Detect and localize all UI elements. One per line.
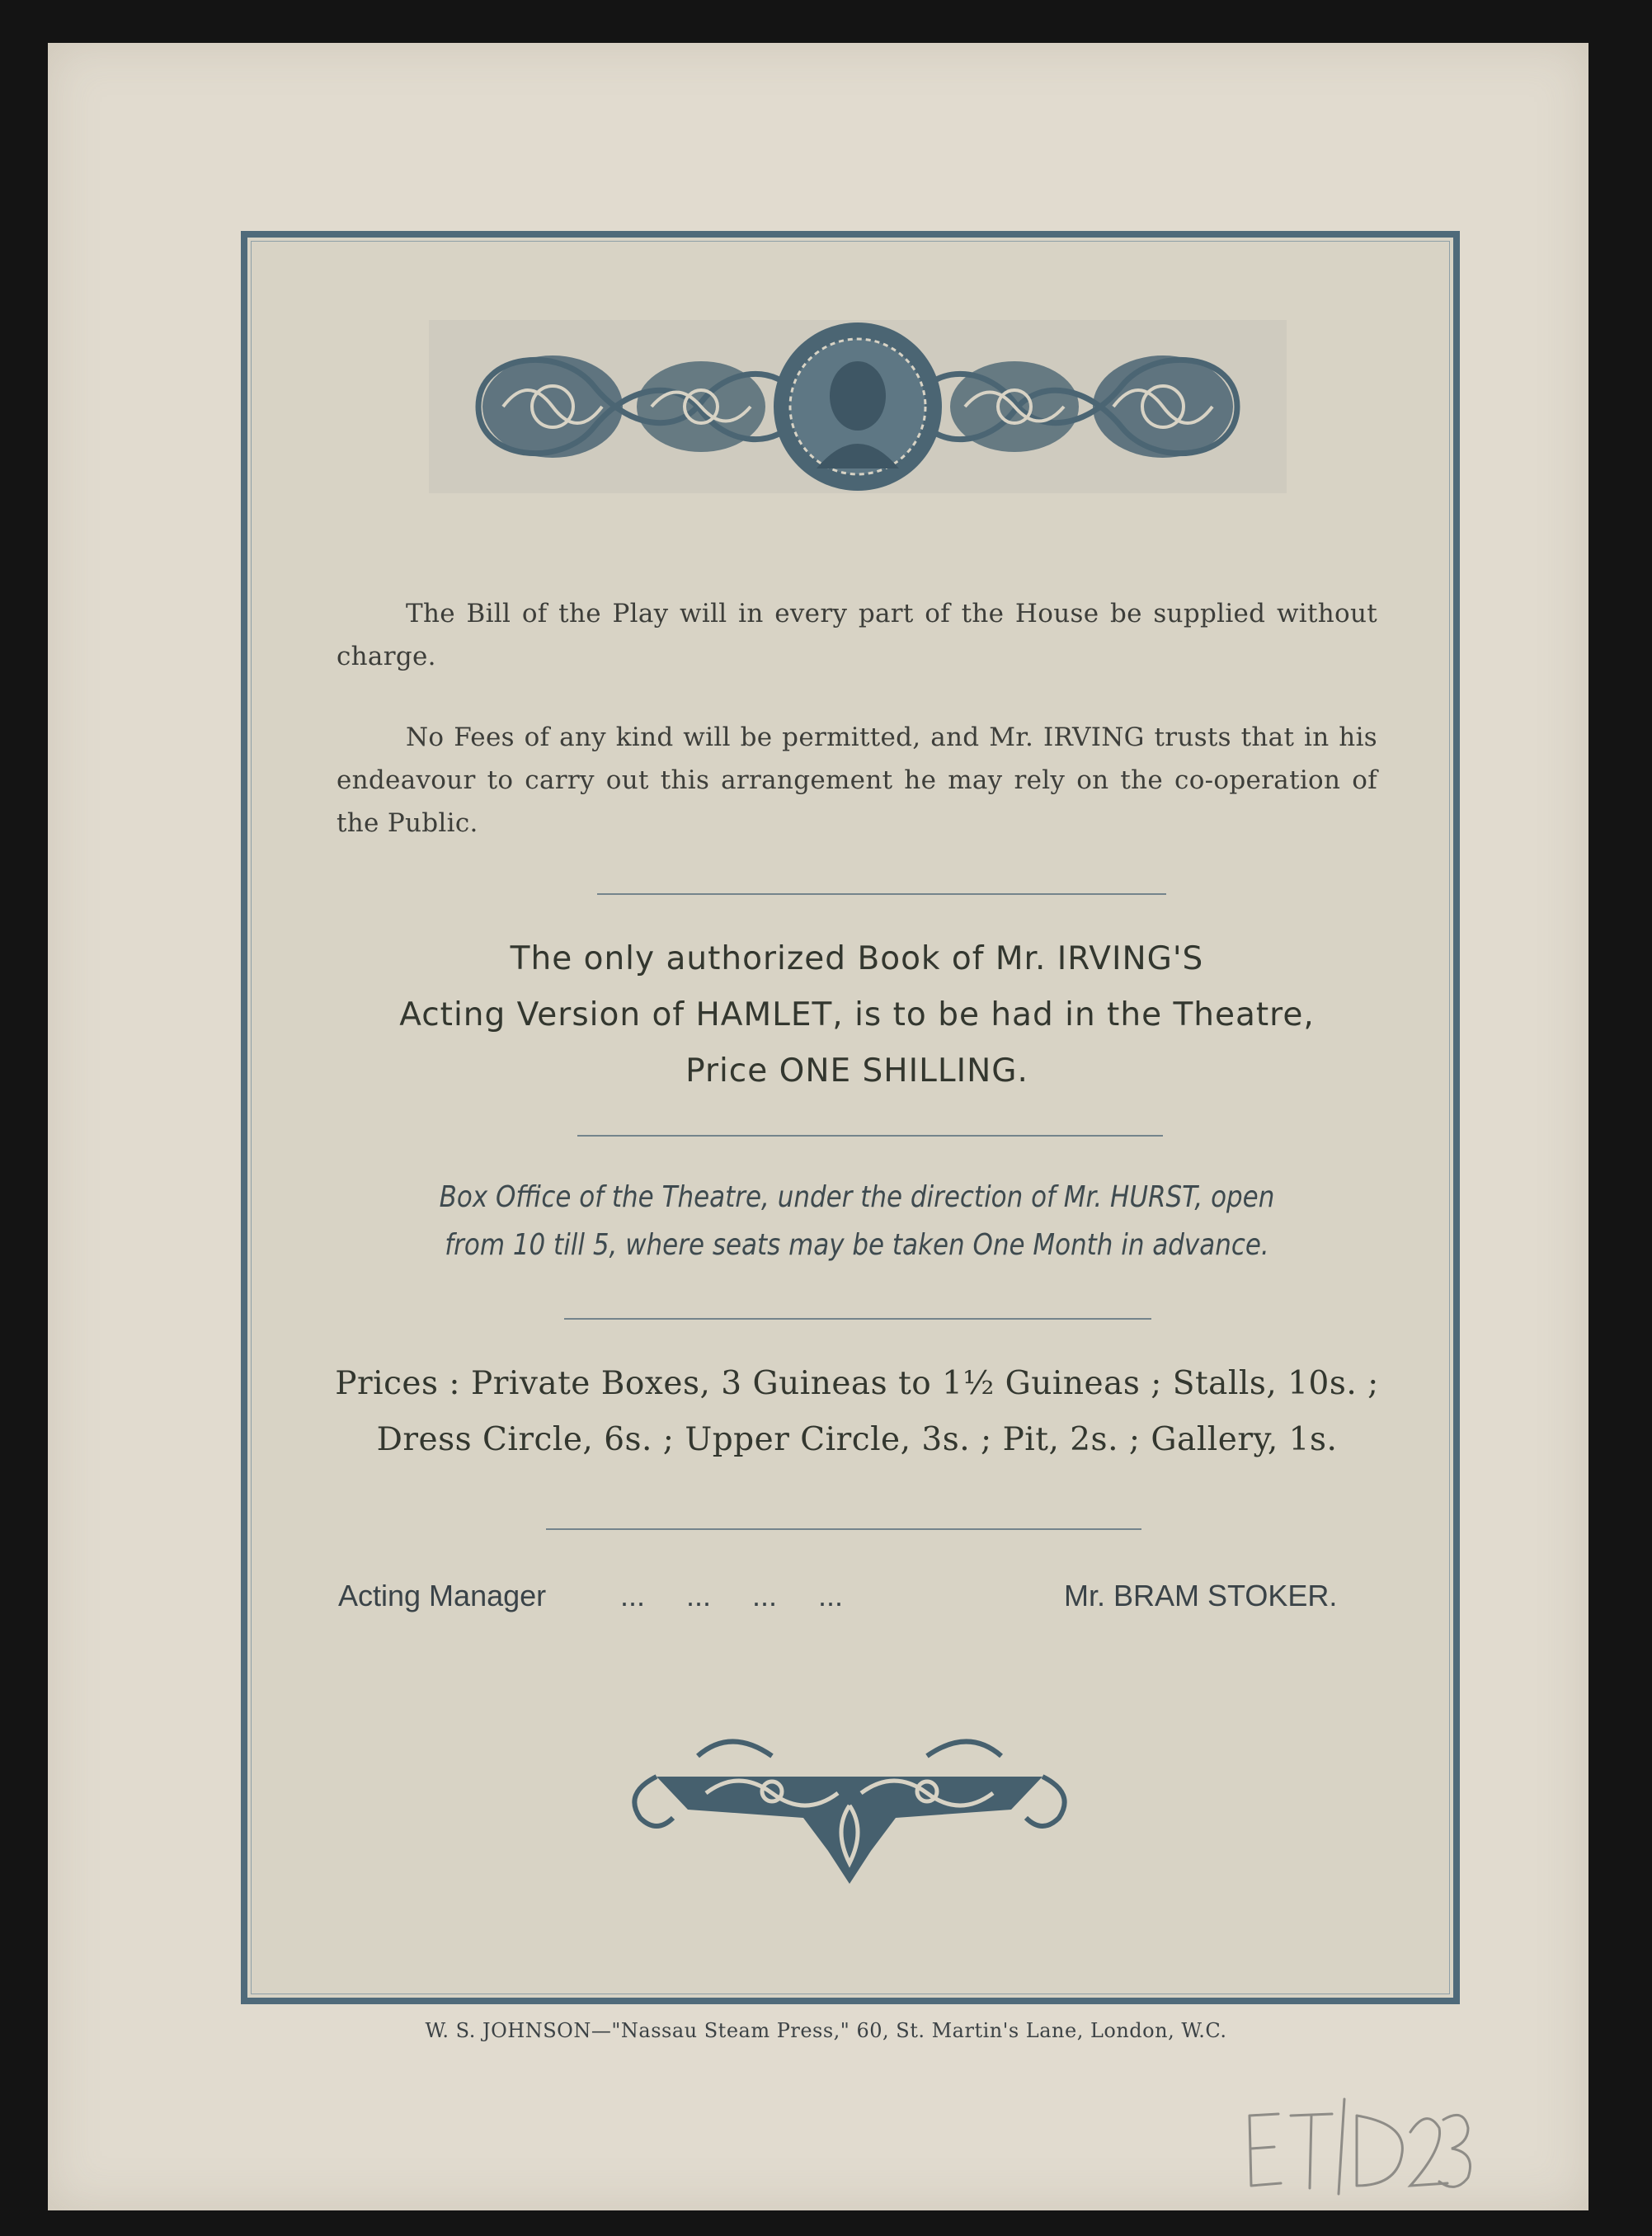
acting-manager-label: Acting Manager — [338, 1579, 547, 1612]
divider-rule — [597, 893, 1166, 895]
bordered-panel — [241, 231, 1460, 2004]
bill-paragraph: The Bill of the Play will in every part of the House be supplied without charge. — [337, 599, 1377, 671]
book-line-1: The only authorized Book of Mr. IRVING'S — [510, 940, 1204, 977]
fees-paragraph: No Fees of any kind will be permitted, and Mr. IRVING trusts that in his endeavour to carry out this arrangement he may rely on the co-operation of the Public. — [337, 723, 1377, 838]
manager-name: Mr. BRAM STOKER. — [1064, 1579, 1338, 1612]
box-office-line-1: Box Office of the Theatre, under the direction of Mr. HURST, open — [439, 1180, 1275, 1214]
printer-imprint: W. S. JOHNSON—"Nassau Steam Press," 60, St. Martin's Lane, London, W.C. — [425, 2019, 1227, 2042]
book-line-3: Price ONE SHILLING. — [685, 1052, 1028, 1090]
divider-rule — [546, 1528, 1141, 1530]
box-office-line-2: from 10 till 5, where seats may be taken One Month in advance. — [445, 1228, 1269, 1262]
divider-rule — [577, 1135, 1163, 1137]
headpiece-ornament — [429, 320, 1287, 493]
prices-line-2: Dress Circle, 6s. ; Upper Circle, 3s. ; Pit, 2s. ; Gallery, 1s. — [376, 1421, 1338, 1458]
book-line-2: Acting Version of HAMLET, is to be had in the Theatre, — [399, 996, 1315, 1033]
divider-rule — [564, 1318, 1151, 1320]
tailpiece-ornament — [624, 1727, 1075, 1890]
archive-mark-handwriting — [1241, 2091, 1472, 2198]
prices-line-1: Prices : Private Boxes, 3 Guineas to 1½ Guineas ; Stalls, 10s. ; — [335, 1365, 1379, 1402]
leader-dots: ... ... ... ... — [620, 1579, 844, 1612]
